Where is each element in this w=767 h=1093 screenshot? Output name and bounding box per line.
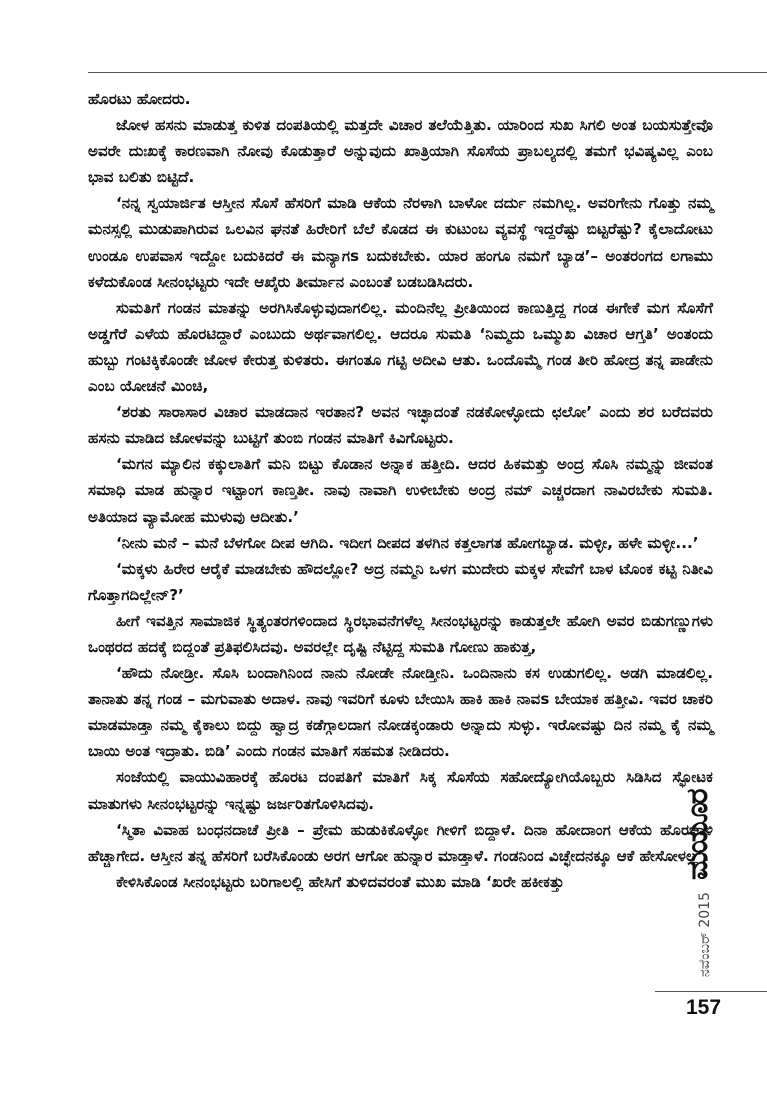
paragraph: ಸಂಜೆಯಲ್ಲಿ ವಾಯುವಿಹಾರಕ್ಕೆ ಹೊರಟ ದಂಪತಿಗೆ ಮಾತಿಗೆ ಸಿಕ್ಕ ಸೊಸೆಯ ಸಹೋದ್ಯೋಗಿಯೊಬ್ಬರು ಸಿಡಿಸಿದ ಸ್ಫೋಟಕ ಮಾತುಗಳು ಸೀನಂಭಟ್ಟರನ್ನು ಇನ್ನಷ್ಟು ಜರ್ಜರಿತಗೊಳಿಸಿದವು. bbox=[88, 768, 713, 813]
paragraph: ಹೊರಟು ಹೋದರು. bbox=[88, 90, 191, 108]
top-rule bbox=[88, 72, 767, 73]
paragraph: ಸುಮತಿಗೆ ಗಂಡನ ಮಾತನ್ನು ಅರಗಿಸಿಕೊಳ್ಳುವುದಾಗಲಿಲ್ಲ. ಮಂದಿನೆಲ್ಲ ಪ್ರೀತಿಯಿಂದ ಕಾಣುತ್ತಿದ್ದ ಗಂಡ ಈಗೇಕೆ ಮಗ ಸೊಸೆಗೆ ಅಡ್ಡಗೆರೆ ಎಳೆಯ ಹೊರಟಿದ್ದಾರೆ ಎಂಬುದು ಅರ್ಥವಾಗಲಿಲ್ಲ. ಆದರೂ ಸುಮತಿ ‘ನಿಮ್ಮದು ಒಮ್ಮುಖ ವಿಚಾರ ಆಗ್ತತಿ’ ಅಂತಂದು ಹುಬ್ಬು ಗಂಟಿಕ್ಕಿಕೊಂಡೇ ಜೋಳ ಕೇರುತ್ತ ಕುಳಿತರು. ಈಗಂತೂ ಗಟ್ಟಿ ಅದೀವಿ ಆತು. ಒಂದೊಮ್ಮೆ ಗಂಡ ತೀರಿ ಹೋದ್ರ ತನ್ನ ಪಾಡೇನು ಎಂಬ ಯೋಚನೆ ಮಿಂಚಿ, bbox=[88, 298, 713, 396]
article-body bbox=[88, 86, 713, 895]
paragraph: ಹೀಗೆ ಇವತ್ತಿನ ಸಾಮಾಜಿಕ ಸ್ಥಿತ್ಯಂತರಗಳಿಂದಾದ ಸ್ಥಿರಭಾವನೆಗಳೆಲ್ಲ ಸೀನಂಭಟ್ಟರನ್ನು ಕಾಡುತ್ತಲೇ ಹೋಗಿ ಅವರ ಬಿಡುಗಣ್ಣುಗಳು ಒಂಥರದ ಹದಕ್ಕೆ ಬಿದ್ದಂತೆ ಪ್ರತಿಫಲಿಸಿದವು. ಅವರಲ್ಲೇ ದೃಷ್ಟಿ ನೆಟ್ಟಿದ್ದ ಸುಮತಿ ಗೋಣು ಹಾಕುತ್ತ, bbox=[88, 611, 713, 656]
paragraph: ‘ನನ್ನ ಸ್ವಯಾರ್ಜಿತ ಆಸ್ತೀನ ಸೊಸೆ ಹೆಸರಿಗೆ ಮಾಡಿ ಆಕೆಯ ನೆರಳಾಗಿ ಬಾಳೋ ದರ್ದು ನಮಗಿಲ್ಲ. ಅವರಿಗೇನು ಗೊತ್ತು ನಮ್ಮ ಮನಸ್ಸಲ್ಲಿ ಮುಡುಪಾಗಿರುವ ಒಲವಿನ ಘನತೆ ಹಿರೇರಿಗೆ ಬೆಲೆ ಕೊಡದ ಈ ಕುಟುಂಬ ವ್ಯವಸ್ಥೆ ಇದ್ದರೆಷ್ಟು ಬಿಟ್ಟರೆಷ್ಟು? ಕೈಲಾದೋಟು ಉಂಡೂ ಉಪವಾಸ ಇದ್ದೋ ಬದುಕಿದರೆ ಈ ಮನ್ಯಾಗs ಬದುಕಬೇಕು. ಯಾರ ಹಂಗೂ ನಮಗೆ ಬ್ಯಾಡ’– ಅಂತರಂಗದ ಲಗಾಮು ಕಳೆದುಕೊಂಡ ಸೀನಂಭಟ್ಟರು ಇದೇ ಆಖೈರು ತೀರ್ಮಾನ ಎಂಬಂತೆ ಬಡಬಡಿಸಿದರು. bbox=[88, 194, 713, 291]
paragraph: ‘ಸ್ಮಿತಾ ವಿವಾಹ ಬಂಧನದಾಚೆ ಪ್ರೀತಿ – ಪ್ರೇಮ ಹುಡುಕಿಕೊಳ್ಳೋ ಗೀಳಿಗೆ ಬಿದ್ದಾಳೆ. ದಿನಾ ಹೋದಾಂಗ ಆಕೆಯ ಹೊರಚಾಳಿ ಹೆಚ್ಚಾಗೇದ. ಆಸ್ತೀನ ತನ್ನ ಹೆಸರಿಗೆ ಬರೆಸಿಕೊಂಡು ಅರಗ ಆಗೋ ಹುನ್ನಾರ ಮಾಡ್ತಾಳೆ. ಗಂಡನಿಂದ ವಿಚ್ಛೇದನಕ್ಕೂ ಆಕೆ ಹೇಸೋಳಲ್ಲ’. bbox=[88, 820, 713, 865]
magazine-logo: ಮಯೂರ bbox=[680, 790, 715, 880]
paragraph: ಜೋಳ ಹಸನು ಮಾಡುತ್ತ ಕುಳಿತ ದಂಪತಿಯಲ್ಲಿ ಮತ್ತದೇ ವಿಚಾರ ತಲೆಯೆತ್ತಿತು. ಯಾರಿಂದ ಸುಖ ಸಿಗಲಿ ಅಂತ ಬಯಸುತ್ತೇವೊ ಅವರೇ ದುಃಖಕ್ಕೆ ಕಾರಣವಾಗಿ ನೋವು ಕೊಡುತ್ತಾರೆ ಅನ್ನುವುದು ಖಾತ್ರಿಯಾಗಿ ಸೊಸೆಯ ಪ್ರಾಬಲ್ಯದಲ್ಲಿ ತಮಗೆ ಭವಿಷ್ಯವಿಲ್ಲ ಎಂಬ ಭಾವ ಬಲಿತು ಬಿಟ್ಟಿದೆ. bbox=[88, 116, 713, 187]
bottom-rule bbox=[655, 991, 767, 992]
paragraph: ಕೇಳಿಸಿಕೊಂಡ ಸೀನಂಭಟ್ಟರು ಬರಿಗಾಲಲ್ಲಿ ಹೇಸಿಗೆ ತುಳಿದವರಂತೆ ಮುಖ ಮಾಡಿ ‘ಖರೇ ಹಕೀಕತ್ತು bbox=[116, 872, 565, 891]
paragraph: ‘ಮಕ್ಕಳು ಹಿರೇರ ಆರೈಕೆ ಮಾಡಬೇಕು ಹೌದಲ್ಲೋ? ಅದ್ರ ನಮ್ಮನಿ ಒಳಗ ಮುದೇರು ಮಕ್ಕಳ ಸೇವೆಗೆ ಬಾಳ ಟೊಂಕ ಕಟ್ಟಿ ನಿತೀವಿ ಗೊತ್ತಾಗದಿಲ್ಲೇನ್?’ bbox=[88, 559, 713, 604]
paragraph: ‘ನೀನು ಮನೆ – ಮನೆ ಬೆಳಗೋ ದೀಪ ಆಗಿದಿ. ಇದೀಗ ದೀಪದ ತಳಗಿನ ಕತ್ತಲಾಗತ ಹೋಗಬ್ಯಾಡ. ಮಳ್ಳೀ, ಹಳೇ ಮಳ್ಳೀ...’ bbox=[116, 533, 699, 552]
issue-date: ನವೆಂಬರ್ 2015 bbox=[697, 892, 713, 978]
magazine-side-strip bbox=[680, 780, 717, 990]
paragraph: ‘ಮಗನ ಮ್ಯಾಲಿನ ಕಕ್ಕುಲಾತಿಗೆ ಮನಿ ಬಿಟ್ಟು ಕೊಡಾನ ಅನ್ನಾಕ ಹತ್ತೀದಿ. ಆದರ ಹಿಕಮತ್ತು ಅಂದ್ರ ಸೊಸಿ ನಮ್ಮನ್ನು ಜೀವಂತ ಸಮಾಧಿ ಮಾಡ ಹುನ್ನಾರ ಇಟ್ಟಾಂಗ ಕಾಣ್ತತೀ. ನಾವು ನಾವಾಗಿ ಉಳೀಬೇಕು ಅಂದ್ರ ನಮ್ ಎಚ್ಚರದಾಗ ನಾವಿರಬೇಕು ಸುಮತಿ. ಅತಿಯಾದ ವ್ಯಾಮೋಹ ಮುಳುವು ಆದೀತು.’ bbox=[88, 455, 713, 526]
page-number: 157 bbox=[686, 996, 722, 1019]
paragraph: ‘ಶರತು ಸಾರಾಸಾರ ವಿಚಾರ ಮಾಡದಾನ ಇರತಾನ? ಅವನ ಇಚ್ಛಾದಂತೆ ನಡಕೋಳ್ಳೋದು ಛಲೋ’ ಎಂದು ಶರ ಬರೆದವರು ಹಸನು ಮಾಡಿದ ಜೋಳವನ್ನು ಬುಟ್ಟಿಗೆ ತುಂಬಿ ಗಂಡನ ಮಾತಿಗೆ ಕಿವಿಗೊಟ್ಟರು. bbox=[88, 403, 713, 448]
paragraph: ‘ಹೌದು ನೋಡ್ರೀ. ಸೊಸಿ ಬಂದಾಗಿನಿಂದ ನಾನು ನೋಡೇ ನೋಡ್ತೀನಿ. ಒಂದಿನಾನು ಕಸ ಉಡುಗಲಿಲ್ಲ. ಅಡಗಿ ಮಾಡಲಿಲ್ಲ. ತಾನಾತು ತನ್ನ ಗಂಡ – ಮಗುವಾತು ಅದಾಳ. ನಾವು ಇವರಿಗೆ ಕೂಳು ಬೇಯಿಸಿ ಹಾಕಿ ಹಾಕಿ ನಾವs ಬೇಯಾಕ ಹತ್ತೀವಿ. ಇವರ ಚಾಕರಿ ಮಾಡಮಾಡ್ತಾ ನಮ್ಮ ಕೈಕಾಲು ಬಿದ್ದು ಹ್ವಾದ್ರ ಕಡೆಗ್ಗಾಲದಾಗ ನೋಡಕ್ಕಂಡಾರು ಅನ್ನಾದು ಸುಳ್ಳು. ಇರೋವಷ್ಟು ದಿನ ನಮ್ಮ ಕೈ ನಮ್ಮ ಬಾಯಿ ಅಂತ ಇದ್ರಾತು. ಬಿಡಿ’ ಎಂದು ಗಂಡನ ಮಾತಿಗೆ ಸಹಮತ ನೀಡಿದರು. bbox=[88, 664, 713, 761]
